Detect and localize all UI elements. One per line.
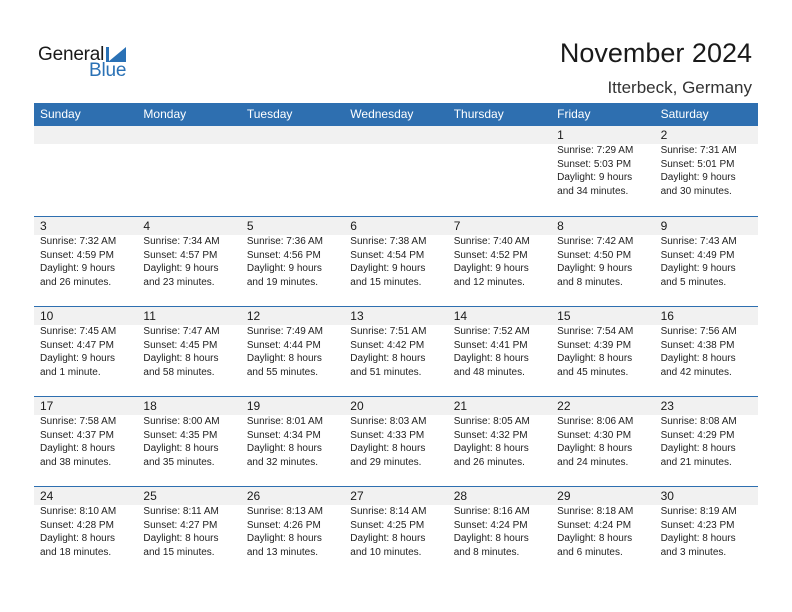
day-cell	[34, 126, 137, 215]
daylight-hours: Daylight: 8 hours	[143, 533, 219, 544]
day-cell	[448, 307, 551, 396]
daylight-hours: Daylight: 8 hours	[557, 443, 633, 454]
sunset-time: Sunset: 4:38 PM	[660, 339, 735, 351]
daylight-minutes: and 51 minutes.	[350, 366, 422, 378]
sunrise-time: Sunrise: 7:29 AM	[557, 145, 634, 156]
day-cell	[448, 487, 551, 576]
sunset-time: Sunset: 4:39 PM	[557, 339, 632, 351]
sunrise-time: Sunrise: 7:47 AM	[143, 326, 220, 337]
sunrise-time: Sunrise: 7:56 AM	[660, 326, 737, 337]
daylight-hours: Daylight: 9 hours	[557, 172, 633, 183]
sunset-time: Sunset: 4:52 PM	[453, 249, 528, 261]
weekday-monday: Monday	[143, 107, 187, 121]
daylight-hours: Daylight: 8 hours	[40, 533, 116, 544]
sunrise-time: Sunrise: 8:18 AM	[557, 506, 634, 517]
sunrise-time: Sunrise: 7:42 AM	[557, 236, 634, 247]
sunset-time: Sunset: 4:57 PM	[143, 249, 218, 261]
day-number: 21	[453, 399, 468, 413]
daylight-hours: Daylight: 8 hours	[350, 443, 426, 454]
day-cell	[34, 397, 137, 486]
sunset-time: Sunset: 4:24 PM	[557, 519, 632, 531]
day-cell	[241, 307, 344, 396]
week-grid	[34, 126, 758, 215]
sunset-time: Sunset: 4:26 PM	[246, 519, 321, 531]
day-number: 27	[350, 489, 364, 503]
day-number: 11	[143, 309, 156, 323]
sunset-time: Sunset: 4:37 PM	[40, 429, 114, 441]
sunrise-time: Sunrise: 7:52 AM	[453, 326, 530, 337]
day-cell	[34, 487, 137, 576]
day-number	[40, 126, 137, 144]
day-number: 7	[453, 219, 461, 233]
day-number: 17	[40, 399, 54, 413]
sunrise-time: Sunrise: 7:43 AM	[660, 236, 737, 247]
sunset-time: Sunset: 4:47 PM	[40, 339, 114, 351]
day-number: 24	[40, 489, 54, 503]
day-cell	[34, 307, 137, 396]
sunset-time: Sunset: 4:30 PM	[557, 429, 632, 441]
sunrise-time: Sunrise: 7:38 AM	[350, 236, 427, 247]
sunrise-time: Sunrise: 8:11 AM	[143, 506, 219, 517]
sunrise-time: Sunrise: 8:05 AM	[453, 416, 530, 427]
daylight-hours: Daylight: 8 hours	[143, 353, 219, 364]
sunrise-time: Sunrise: 7:58 AM	[40, 416, 117, 427]
day-cell	[551, 126, 654, 215]
sunset-time: Sunset: 4:34 PM	[246, 429, 321, 441]
daylight-minutes: and 26 minutes.	[40, 276, 112, 288]
daylight-hours: Daylight: 8 hours	[453, 533, 529, 544]
page-title: November 2024	[559, 38, 752, 68]
day-cell	[34, 217, 137, 306]
day-number: 3	[40, 219, 47, 233]
daylight-hours: Daylight: 9 hours	[453, 263, 529, 274]
weeks-container	[34, 126, 758, 576]
day-number: 25	[143, 489, 157, 503]
daylight-minutes: and 29 minutes.	[350, 456, 422, 468]
weekday-thursday: Thursday	[453, 107, 504, 121]
day-cell	[241, 217, 344, 306]
sunrise-time: Sunrise: 7:32 AM	[40, 236, 117, 247]
sunset-time: Sunset: 4:27 PM	[143, 519, 218, 531]
day-cell	[137, 307, 240, 396]
sunrise-time: Sunrise: 8:03 AM	[350, 416, 427, 427]
daylight-hours: Daylight: 9 hours	[40, 263, 116, 274]
day-number: 18	[143, 399, 157, 413]
daylight-hours: Daylight: 8 hours	[557, 533, 633, 544]
day-number	[143, 126, 240, 144]
sunrise-time: Sunrise: 7:54 AM	[557, 326, 634, 337]
day-cell	[551, 487, 654, 576]
daylight-hours: Daylight: 8 hours	[350, 353, 426, 364]
sunrise-time: Sunrise: 7:40 AM	[453, 236, 530, 247]
sunrise-time: Sunrise: 8:01 AM	[246, 416, 323, 427]
week-row	[34, 216, 758, 306]
day-number: 12	[246, 309, 261, 323]
sunset-time: Sunset: 4:32 PM	[453, 429, 528, 441]
daylight-hours: Daylight: 8 hours	[660, 353, 736, 364]
sunrise-time: Sunrise: 7:36 AM	[246, 236, 323, 247]
daylight-minutes: and 21 minutes.	[660, 456, 732, 468]
day-cell	[551, 397, 654, 486]
day-number: 8	[557, 219, 564, 233]
sunrise-time: Sunrise: 7:51 AM	[350, 326, 427, 337]
week-row	[34, 396, 758, 486]
day-number: 9	[660, 219, 668, 233]
sunrise-time: Sunrise: 8:13 AM	[246, 506, 323, 517]
logo-text-general: General	[38, 44, 105, 65]
day-cell	[344, 307, 447, 396]
day-cell	[344, 487, 447, 576]
daylight-minutes: and 32 minutes.	[246, 456, 319, 468]
week-grid	[34, 397, 758, 486]
daylight-minutes: and 45 minutes.	[557, 366, 629, 378]
weekday-header-row	[34, 103, 758, 126]
daylight-hours: Daylight: 8 hours	[557, 353, 633, 364]
daylight-hours: Daylight: 8 hours	[246, 443, 322, 454]
day-cell	[137, 126, 240, 215]
sunset-time: Sunset: 4:29 PM	[660, 429, 735, 441]
day-number: 15	[557, 309, 571, 323]
day-cell	[551, 307, 654, 396]
daylight-hours: Daylight: 9 hours	[143, 263, 219, 274]
daylight-minutes: and 24 minutes.	[557, 456, 629, 468]
day-number: 5	[246, 219, 254, 233]
sunset-time: Sunset: 4:35 PM	[143, 429, 218, 441]
daylight-minutes: and 34 minutes.	[557, 185, 629, 197]
weekday-saturday: Saturday	[660, 107, 709, 121]
sunrise-time: Sunrise: 8:10 AM	[40, 506, 117, 517]
sunset-time: Sunset: 4:59 PM	[40, 249, 114, 261]
location-subtitle: Itterbeck, Germany	[607, 78, 752, 97]
sunset-time: Sunset: 4:50 PM	[557, 249, 632, 261]
day-number: 13	[350, 309, 364, 323]
week-grid	[34, 307, 758, 396]
daylight-hours: Daylight: 8 hours	[246, 353, 322, 364]
day-number: 30	[660, 489, 674, 503]
day-number: 4	[143, 219, 151, 233]
day-number: 1	[557, 128, 564, 142]
day-cell	[551, 217, 654, 306]
day-number: 14	[453, 309, 468, 323]
week-row	[34, 126, 758, 216]
day-cell	[344, 397, 447, 486]
week-row	[34, 306, 758, 396]
daylight-minutes: and 23 minutes.	[143, 276, 215, 288]
day-number: 29	[557, 489, 571, 503]
sunset-time: Sunset: 4:25 PM	[350, 519, 425, 531]
daylight-minutes: and 58 minutes.	[143, 366, 215, 378]
sunrise-time: Sunrise: 8:16 AM	[453, 506, 530, 517]
daylight-minutes: and 35 minutes.	[143, 456, 215, 468]
day-number: 28	[453, 489, 468, 503]
daylight-minutes: and 6 minutes.	[557, 546, 623, 558]
day-number: 19	[246, 399, 261, 413]
daylight-minutes: and 10 minutes.	[350, 546, 422, 558]
daylight-minutes: and 13 minutes.	[246, 546, 319, 558]
daylight-hours: Daylight: 9 hours	[557, 263, 633, 274]
daylight-hours: Daylight: 9 hours	[350, 263, 426, 274]
sunset-time: Sunset: 5:03 PM	[557, 158, 632, 170]
sunset-time: Sunset: 4:42 PM	[350, 339, 425, 351]
day-cell	[655, 307, 758, 396]
daylight-hours: Daylight: 8 hours	[453, 443, 529, 454]
sunset-time: Sunset: 4:28 PM	[40, 519, 114, 531]
daylight-hours: Daylight: 9 hours	[660, 172, 736, 183]
day-cell	[448, 217, 551, 306]
day-cell	[241, 397, 344, 486]
daylight-hours: Daylight: 8 hours	[660, 443, 736, 454]
daylight-hours: Daylight: 8 hours	[453, 353, 529, 364]
day-cell	[448, 397, 551, 486]
sunrise-time: Sunrise: 7:49 AM	[246, 326, 323, 337]
day-number: 23	[660, 399, 674, 413]
sunset-time: Sunset: 4:23 PM	[660, 519, 735, 531]
daylight-hours: Daylight: 8 hours	[350, 533, 426, 544]
sunrise-time: Sunrise: 8:08 AM	[660, 416, 737, 427]
daylight-minutes: and 8 minutes.	[557, 276, 623, 288]
sunset-time: Sunset: 4:54 PM	[350, 249, 425, 261]
daylight-minutes: and 3 minutes.	[660, 546, 727, 558]
daylight-minutes: and 19 minutes.	[246, 276, 319, 288]
logo	[38, 44, 138, 80]
day-number: 10	[40, 309, 54, 323]
day-cell	[137, 487, 240, 576]
daylight-minutes: and 26 minutes.	[453, 456, 525, 468]
day-number: 26	[246, 489, 261, 503]
daylight-minutes: and 12 minutes.	[453, 276, 525, 288]
day-number	[454, 126, 551, 144]
daylight-hours: Daylight: 8 hours	[40, 443, 116, 454]
sunrise-time: Sunrise: 8:06 AM	[557, 416, 634, 427]
day-cell	[655, 397, 758, 486]
day-number: 16	[660, 309, 674, 323]
day-number: 6	[350, 219, 357, 233]
sunrise-time: Sunrise: 7:45 AM	[40, 326, 117, 337]
sunset-time: Sunset: 4:41 PM	[453, 339, 528, 351]
daylight-minutes: and 30 minutes.	[660, 185, 732, 197]
calendar-grid	[34, 103, 758, 576]
sunrise-time: Sunrise: 8:19 AM	[660, 506, 737, 517]
day-cell	[344, 126, 447, 215]
daylight-hours: Daylight: 9 hours	[246, 263, 322, 274]
daylight-minutes: and 42 minutes.	[660, 366, 732, 378]
logo-text-blue: Blue	[89, 60, 127, 81]
day-cell	[655, 487, 758, 576]
sunset-time: Sunset: 4:49 PM	[660, 249, 735, 261]
sunrise-time: Sunrise: 8:00 AM	[143, 416, 220, 427]
day-number	[350, 126, 447, 144]
daylight-minutes: and 48 minutes.	[453, 366, 525, 378]
sunrise-time: Sunrise: 7:34 AM	[143, 236, 220, 247]
daylight-hours: Daylight: 9 hours	[40, 353, 116, 364]
day-number	[247, 126, 344, 144]
daylight-minutes: and 38 minutes.	[40, 456, 112, 468]
day-cell	[241, 487, 344, 576]
day-cell	[655, 217, 758, 306]
week-row	[34, 486, 758, 576]
daylight-hours: Daylight: 8 hours	[660, 533, 736, 544]
weekday-wednesday: Wednesday	[350, 107, 414, 121]
sunset-time: Sunset: 4:24 PM	[453, 519, 528, 531]
day-cell	[448, 126, 551, 215]
daylight-hours: Daylight: 8 hours	[246, 533, 322, 544]
week-grid	[34, 487, 758, 576]
weekday-friday: Friday	[557, 107, 591, 121]
week-grid	[34, 217, 758, 306]
sunset-time: Sunset: 4:56 PM	[246, 249, 321, 261]
daylight-minutes: and 15 minutes.	[143, 546, 215, 558]
daylight-minutes: and 5 minutes.	[660, 276, 727, 288]
day-cell	[344, 217, 447, 306]
daylight-minutes: and 1 minute.	[40, 366, 101, 378]
daylight-minutes: and 8 minutes.	[453, 546, 520, 558]
day-number: 22	[557, 399, 571, 413]
day-cell	[241, 126, 344, 215]
sunset-time: Sunset: 4:45 PM	[143, 339, 218, 351]
sunrise-time: Sunrise: 7:31 AM	[660, 145, 737, 156]
weekday-tuesday: Tuesday	[246, 107, 293, 121]
daylight-minutes: and 18 minutes.	[40, 546, 112, 558]
day-number: 2	[660, 128, 668, 142]
day-cell	[137, 217, 240, 306]
sunset-time: Sunset: 5:01 PM	[660, 158, 735, 170]
weekday-sunday: Sunday	[40, 107, 81, 121]
daylight-minutes: and 55 minutes.	[246, 366, 319, 378]
daylight-hours: Daylight: 8 hours	[143, 443, 219, 454]
sunrise-time: Sunrise: 8:14 AM	[350, 506, 427, 517]
sunset-time: Sunset: 4:44 PM	[246, 339, 321, 351]
day-cell	[655, 126, 758, 215]
daylight-hours: Daylight: 9 hours	[660, 263, 736, 274]
day-cell	[137, 397, 240, 486]
daylight-minutes: and 15 minutes.	[350, 276, 422, 288]
sunset-time: Sunset: 4:33 PM	[350, 429, 425, 441]
day-number: 20	[350, 399, 364, 413]
